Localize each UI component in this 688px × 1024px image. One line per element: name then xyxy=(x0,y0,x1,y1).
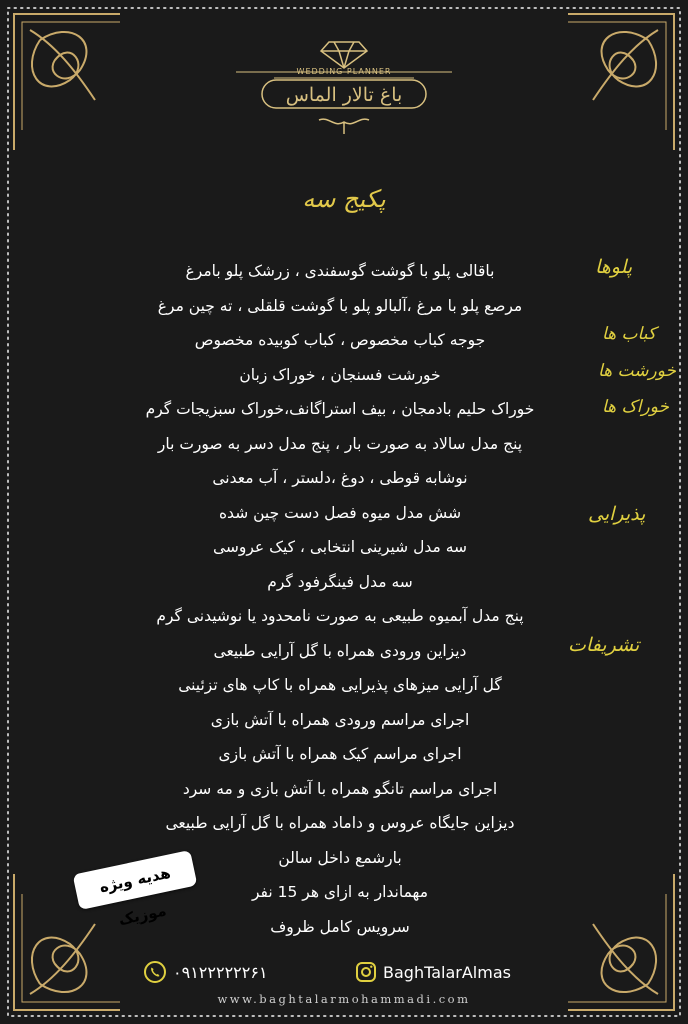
whatsapp-icon xyxy=(143,960,167,984)
menu-line: نوشابه قوطی ، دوغ ،دلستر ، آب معدنی xyxy=(212,469,468,487)
category-tashrifat: تشریفات xyxy=(568,634,640,656)
category-kabab: کباب ها xyxy=(602,324,656,344)
menu-line: اجرای مراسم تانگو همراه با آتش بازی و مه سرد xyxy=(182,779,498,798)
brand-subtitle: WEDDING PLANNER xyxy=(296,67,392,76)
website-link[interactable]: www.baghtalarmohammadi.com xyxy=(217,992,471,1006)
menu-line: بارشمع داخل سالن xyxy=(278,848,402,867)
menu-line: پنج مدل آبمیوه طبیعی به صورت نامحدود یا نوشیدنی گرم xyxy=(156,607,524,625)
menu-line: دیزاین جایگاه عروس و داماد همراه با گل آرایی طبیعی xyxy=(165,814,515,832)
category-pazirayi: پذیرایی xyxy=(588,503,646,525)
menu-line: مرصع پلو با مرغ ،آلبالو پلو با گوشت قلقلی ، ته چین مرغ xyxy=(157,296,523,315)
instagram-contact[interactable] xyxy=(354,958,511,986)
gift-music-badge: هدیه ویژه موزیک xyxy=(73,850,198,910)
menu-line: سه مدل شیرینی انتخابی ، کیک عروسی xyxy=(212,538,468,556)
ornament-top-left-icon xyxy=(0,0,120,150)
ornament-top-right-icon xyxy=(568,0,688,150)
category-khoresht: خورشت ها xyxy=(598,361,676,381)
package-title: پکیج سه xyxy=(302,185,386,213)
menu-line: شش مدل میوه فصل دست چین شده xyxy=(218,503,462,522)
menu-line: اجرای مراسم ورودی همراه با آتش بازی xyxy=(210,710,470,729)
category-polo: پلوها xyxy=(595,256,633,278)
menu-line: جوجه کباب مخصوص ، کباب کوبیده مخصوص xyxy=(194,331,486,349)
brand-name: باغ تالار الماس xyxy=(285,84,403,106)
menu-line: اجرای مراسم کیک همراه با آتش بازی xyxy=(218,745,462,763)
menu-line: خوراک حلیم بادمجان ، بیف استراگانف،خوراک سبزیجات گرم xyxy=(145,400,535,418)
menu-line: سرویس کامل ظروف xyxy=(270,917,410,936)
phone-number: ۰۹۱۲۲۲۲۲۲۶۱ xyxy=(173,962,268,982)
instagram-handle: BaghTalarAlmas xyxy=(383,962,511,982)
menu-line: پنج مدل سالاد به صورت بار ، پنج مدل دسر به صورت بار xyxy=(157,434,523,453)
menu-lines xyxy=(100,254,580,944)
menu-line: باقالی پلو با گوشت گوسفندی ، زرشک پلو بامرغ xyxy=(185,262,495,280)
ornament-bottom-right-icon xyxy=(568,874,688,1024)
menu-line: گل آرایی میزهای پذیرایی همراه با کاپ های تزئینی xyxy=(178,676,502,694)
menu-line: دیزاین ورودی همراه با گل آرایی طبیعی xyxy=(213,641,467,660)
menu-line: خورشت فسنجان ، خوراک زبان xyxy=(239,365,441,384)
phone-contact[interactable] xyxy=(143,958,268,986)
category-khorak: خوراک ها xyxy=(602,397,669,417)
instagram-icon xyxy=(354,960,378,984)
menu-line: سه مدل فینگرفود گرم xyxy=(267,572,413,591)
menu-line: مهماندار به ازای هر 15 نفر xyxy=(251,883,429,901)
